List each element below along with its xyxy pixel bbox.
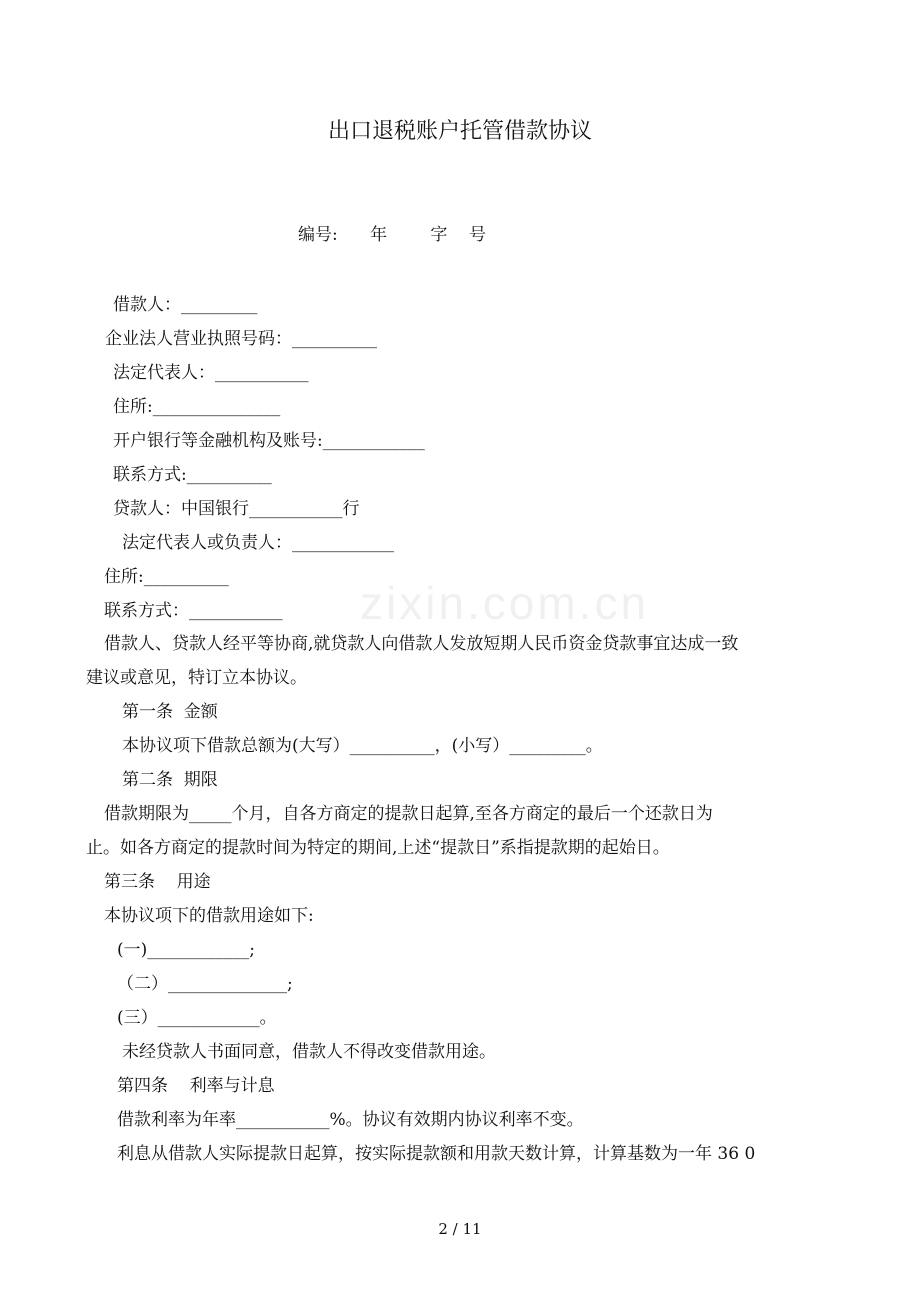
article-3-item-3: (三）____________。 (117, 1008, 277, 1028)
preamble-line-1: 借款人、贷款人经平等协商,就贷款人向借款人发放短期人民币资金贷款事宜达成一致 (104, 634, 739, 654)
article-3-title: 第三条 用途 (104, 872, 211, 892)
article-3-intro: 本协议项下的借款用途如下: (104, 906, 314, 926)
article-3-note: 未经贷款人书面同意，借款人不得改变借款用途。 (122, 1042, 496, 1062)
lender-address-field: 住所:__________ (104, 567, 229, 587)
borrower-contact-field: 联系方式:__________ (113, 465, 272, 485)
article-2-text-line-2: 止。如各方商定的提款时间为特定的期间,上述“提款日”系指提款期的起始日。 (86, 838, 670, 858)
article-1-title: 第一条 金额 (122, 702, 218, 722)
article-4-interest-text: 利息从借款人实际提款日起算，按实际提款额和用款天数计算，计算基数为一年 36 0 (117, 1144, 756, 1164)
lender-representative-field: 法定代表人或负责人：____________ (122, 533, 394, 553)
article-3-item-2: （二）______________; (117, 974, 293, 994)
page-number: 2 / 11 (438, 1220, 482, 1238)
bank-account-field: 开户银行等金融机构及账号:____________ (113, 431, 425, 451)
document-title: 出口退税账户托管借款协议 (327, 119, 592, 144)
borrower-field: 借款人：_________ (113, 295, 258, 315)
preamble-line-2: 建议或意见，特订立本协议。 (86, 668, 307, 688)
article-2-title: 第二条 期限 (122, 770, 218, 790)
article-4-title: 第四条 利率与计息 (117, 1076, 275, 1096)
watermark: zixin.com.cn (360, 577, 650, 629)
article-4-text: 借款利率为年率___________%。协议有效期内协议利率不变。 (117, 1110, 584, 1130)
article-3-item-1: (一)____________; (117, 940, 255, 960)
legal-representative-field: 法定代表人：___________ (113, 363, 309, 383)
license-number-field: 企业法人营业执照号码：__________ (105, 329, 377, 349)
article-2-text-line-1: 借款期限为_____个月，自各方商定的提款日起算,至各方商定的最后一个还款日为 (104, 804, 713, 824)
article-1-text: 本协议项下借款总额为(大写）__________，(小写）_________。 (122, 736, 603, 756)
document-number-line: 编号: 年 字 号 (298, 225, 486, 245)
borrower-address-field: 住所:_______________ (113, 397, 281, 417)
lender-field: 贷款人：中国银行___________行 (113, 499, 360, 519)
lender-contact-field: 联系方式：___________ (104, 601, 283, 621)
